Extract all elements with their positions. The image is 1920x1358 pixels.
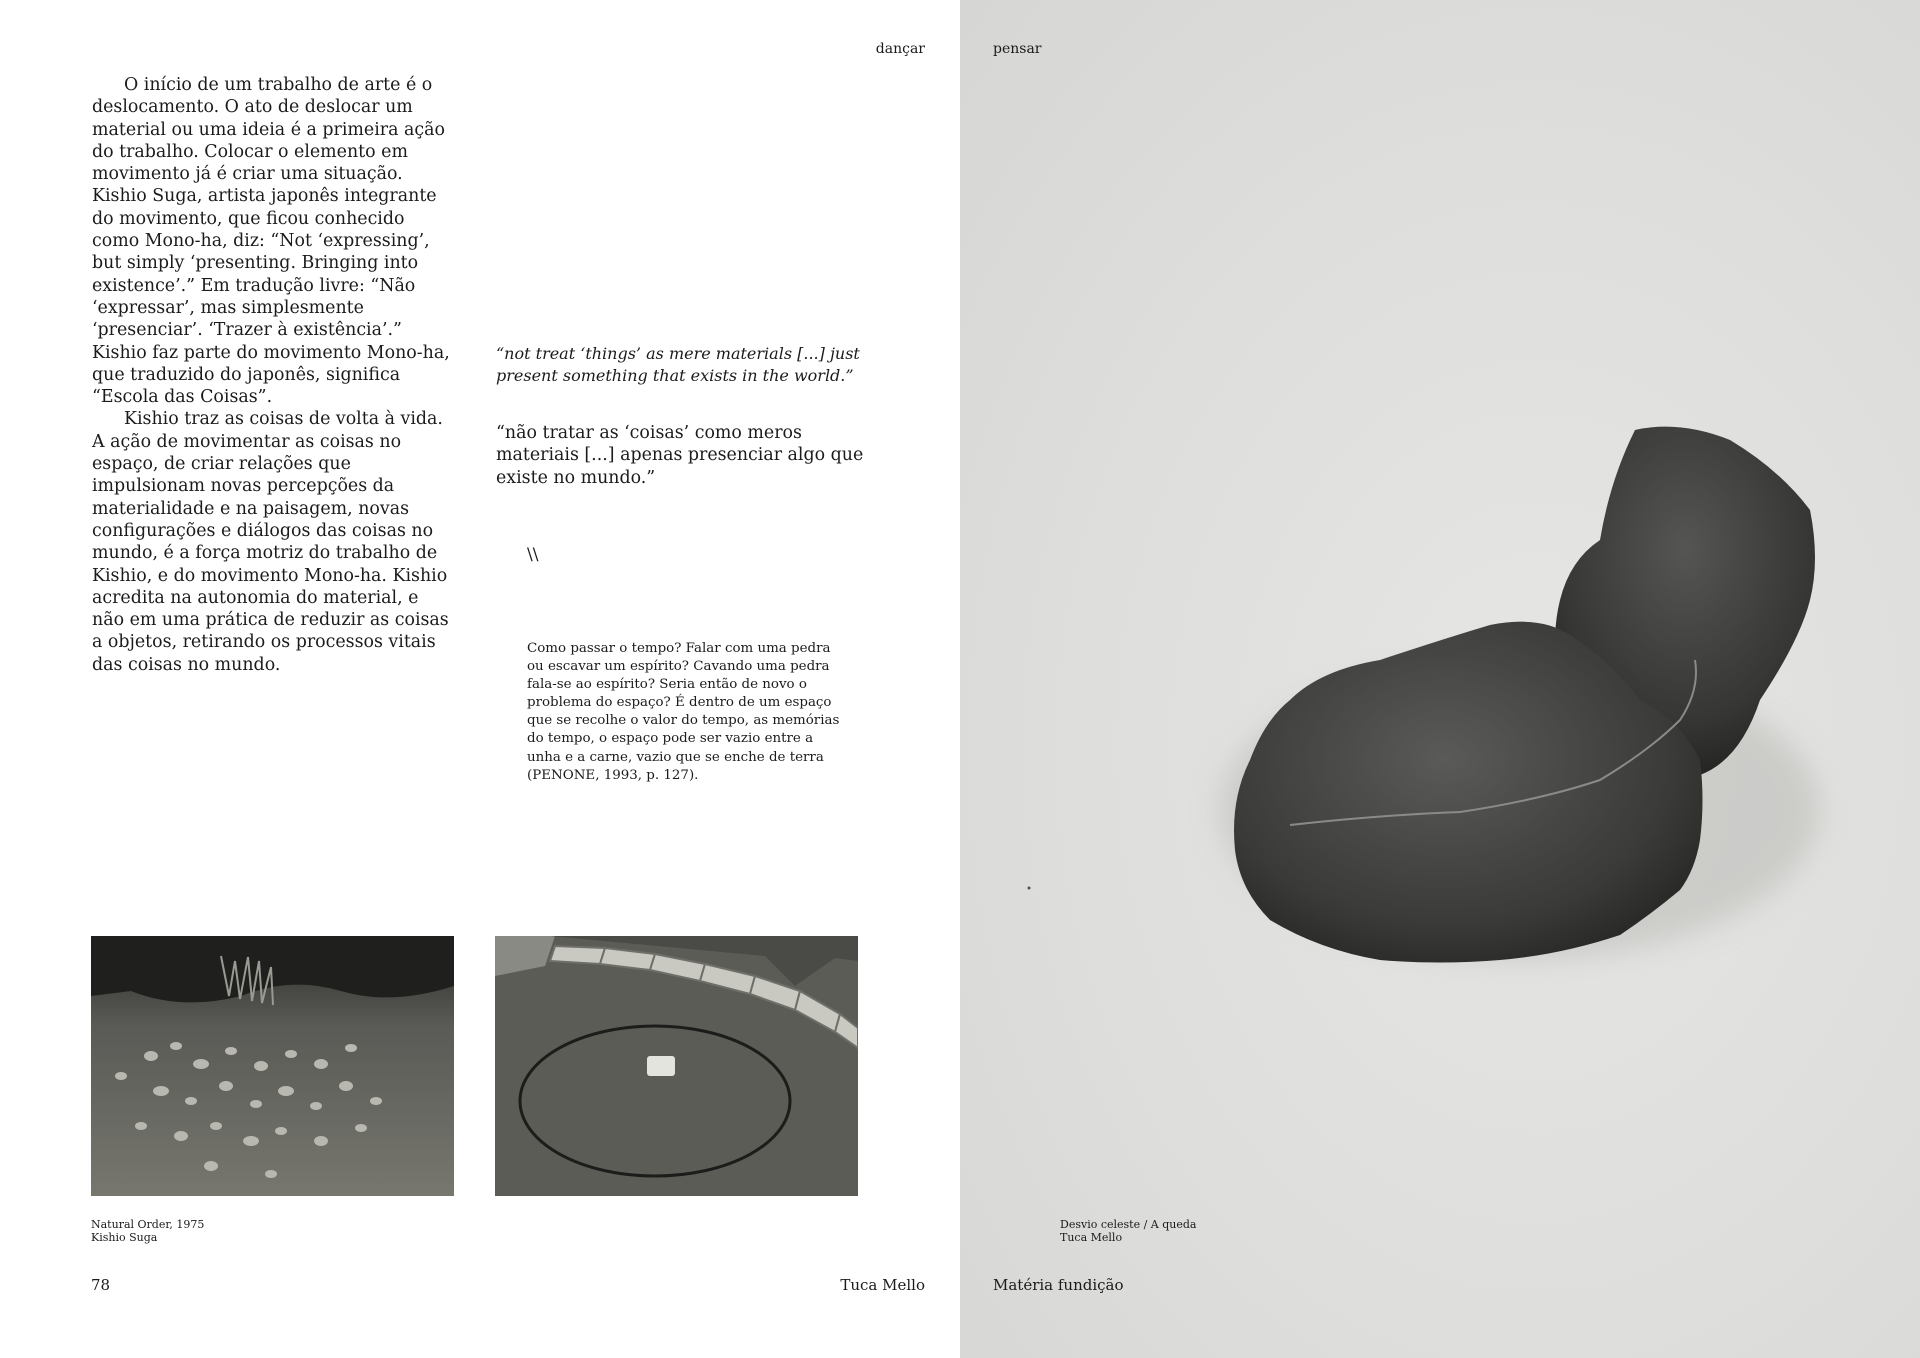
page-number: 78 (91, 1276, 111, 1294)
caption-title: Desvio celeste / A queda (1060, 1218, 1197, 1231)
caption-natural-order (91, 1218, 204, 1244)
folio-author: Tuca Mello (840, 1276, 925, 1294)
section-divider-mark: \\ (527, 545, 539, 565)
stone-circle-image (495, 936, 858, 1196)
photo-stone-circle (495, 936, 858, 1196)
caption-artist: Kishio Suga (91, 1231, 158, 1244)
penone-quote: Como passar o tempo? Falar com uma pedra ou escavar um espírito? Cavando uma pedra fala-se ao espírito? Seria então de novo o problema do espaço? É dentro de um espaço que se recolhe o valor do tempo, as memórias do tempo, o espaço pode ser vazio entre a unha e a carne, vazio que se enche de terra (PENONE, 1993, p. 127). (527, 641, 840, 783)
caption-artist: Tuca Mello (1060, 1231, 1123, 1244)
body-paragraph: Kishio traz as coisas de volta à vida. A ação de movimentar as coisas no espaço, de criar relações que impulsionam novas percepções da materialidade e na paisagem, novas configurações e diálogos das coisas no mundo, é a força motriz do trabalho de Kishio, e do movimento Mono-ha. Kishio acredita na autonomia do material, e não em uma prática de reduzir as coisas a objetos, retirando os processos vitais das coisas no mundo. (92, 409, 449, 675)
quote-english: “not treat ‘things’ as mere materials [...] just present something that exists in the world.” (496, 344, 860, 385)
running-head-left: dançar (875, 41, 925, 57)
stones-on-ground-image (91, 936, 454, 1196)
photo-natural-order-stones (91, 936, 454, 1196)
right-page (960, 0, 1920, 1358)
folio-title: Matéria fundição (993, 1276, 1124, 1294)
stone-sculpture-image (960, 0, 1920, 1358)
caption-title: Natural Order, 1975 (91, 1218, 205, 1231)
body-text (92, 74, 452, 676)
quote-portuguese: “não tratar as ‘coisas’ como meros materiais [...] apenas presenciar algo que existe no mundo.” (496, 423, 864, 488)
caption-desvio-celeste (1060, 1218, 1196, 1244)
running-head-right: pensar (993, 41, 1042, 57)
body-paragraph: O início de um trabalho de arte é o deslocamento. O ato de deslocar um material ou uma ideia é a primeira ação do trabalho. Colocar o elemento em movimento já é criar uma situação. Kishio Suga, artista japonês integrante do movimento, que ficou conhecido como Mono-ha, diz: “Not ‘expressing’, but simply ‘presenting. Bringing into existence’.” Em tradução livre: “Não ‘expressar’, mas simplesmente ‘presenciar’. ‘Trazer à existência’.” Kishio faz parte do movimento Mono-ha, que traduzido do japonês, significa “Escola das Coisas”. (92, 75, 450, 408)
